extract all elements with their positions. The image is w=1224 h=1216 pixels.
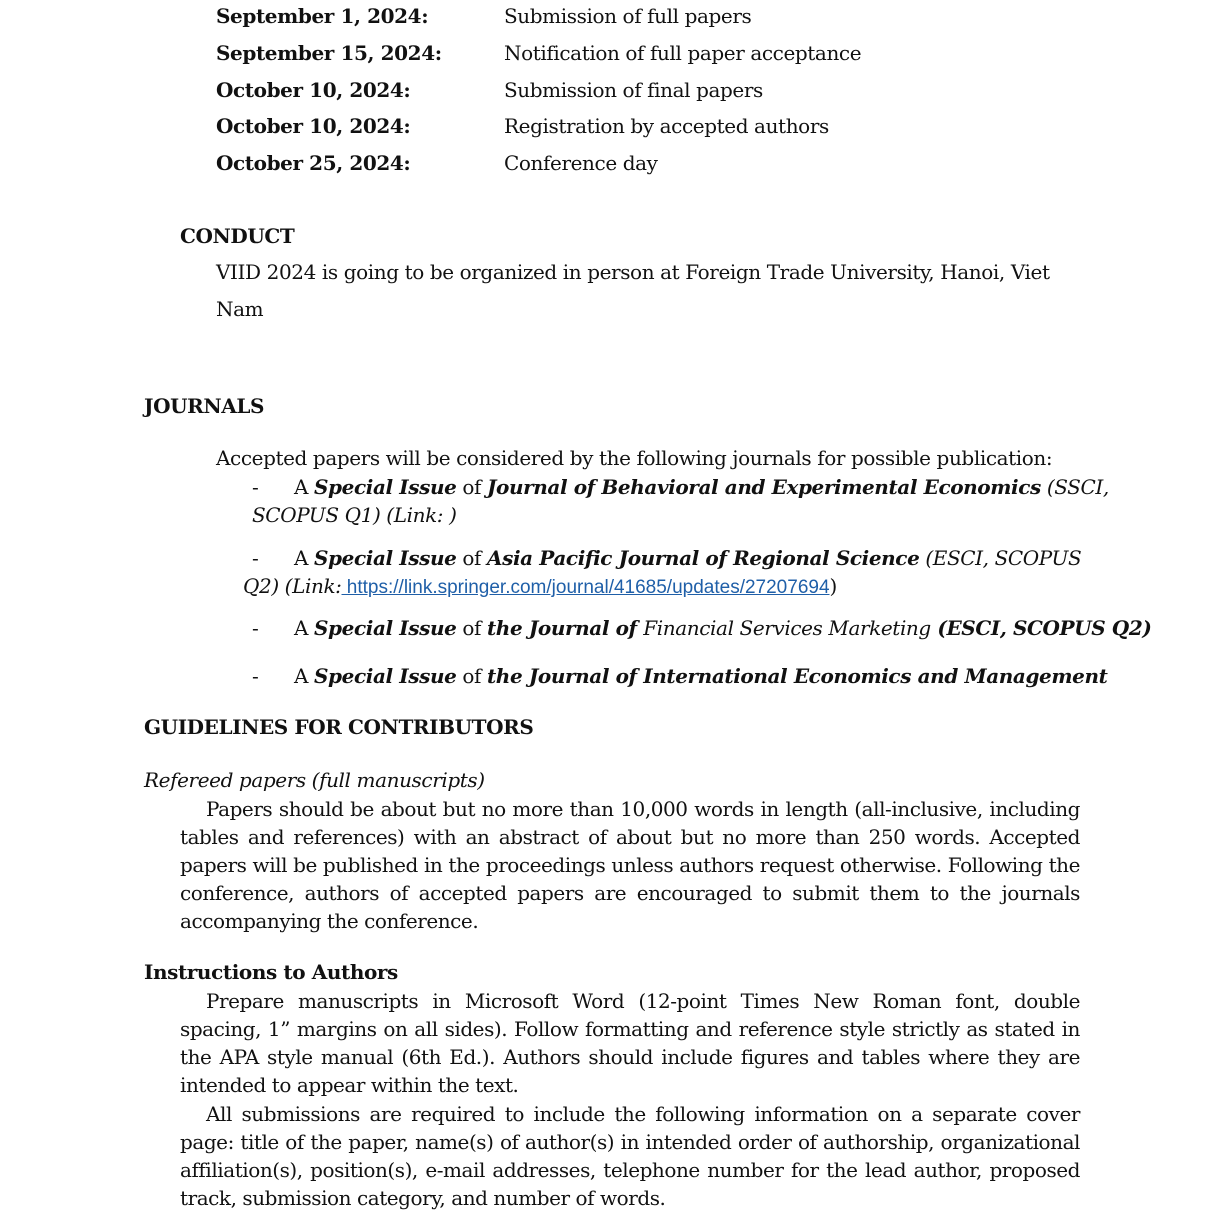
journal-index: (ESCI, SCOPUS [919,546,1082,570]
journal-of: of [456,616,487,640]
instructions-paragraph-1: Prepare manuscripts in Microsoft Word (12-point Times New Roman font, double spacing, 1” margins on all sides). Follow formatting and reference style strictly as stated in the APA style manual (6th Ed.). Authors should include figures and tables where they are intended to appear within the text. [180,989,1080,1097]
journal-name: the Journal of [486,616,644,640]
journal-index-cont: Q2) (Link: [243,574,342,598]
journal-prefix: A [294,475,315,499]
bullet-dash: - [252,475,259,499]
journal-index: (ESCI, SCOPUS Q2) [930,616,1152,640]
bullet-dash: - [252,664,259,688]
schedule-event: Conference day [504,151,658,175]
refereed-papers-text: Papers should be about but no more than 10,000 words in length (all-inclusive, including tables and references) with an abstract of about but no more than 250 words. Accepted papers will be published in the proceedings unless authors request otherwise. Following the conference, authors of accepted papers are encouraged to submit them to the journals accompanying the conference. [180,797,1080,933]
journals-heading: JOURNALS [144,394,265,418]
schedule-date: September 15, 2024: [216,41,442,65]
journal-name: Asia Pacific Journal of Regional Science [486,546,920,570]
schedule-event: Submission of final papers [504,78,763,102]
schedule-event: Notification of full paper acceptance [504,41,862,65]
schedule-event: Registration by accepted authors [504,114,829,138]
journal-name: Journal of Behavioral and Experimental Economics [486,475,1041,499]
journal-of: of [456,664,487,688]
special-issue-label: Special Issue [314,664,457,688]
journal-name: the Journal of International Economics and Management [486,664,1108,688]
bullet-dash: - [252,546,259,570]
journal-prefix: A [294,616,315,640]
conduct-heading: CONDUCT [180,224,295,248]
instructions-heading: Instructions to Authors [144,960,398,984]
special-issue-label: Special Issue [314,616,457,640]
journal-index-cont: SCOPUS Q1) (Link: ) [252,503,457,527]
journal-name-rest: Financial Services Marketing [643,616,931,640]
special-issue-label: Special Issue [314,475,457,499]
special-issue-label: Special Issue [314,546,457,570]
journal-of: of [456,546,487,570]
journal-of: of [456,475,487,499]
schedule-date: September 1, 2024: [216,4,429,28]
journals-intro: Accepted papers will be considered by the following journals for possible publication: [216,446,1053,470]
conduct-text-line2: Nam [216,297,264,321]
schedule-date: October 10, 2024: [216,78,411,102]
journal-index: (SSCI, [1040,475,1109,499]
journal-prefix: A [294,546,315,570]
conduct-text-line1: VIID 2024 is going to be organized in person at Foreign Trade University, Hanoi, Viet [216,260,1050,284]
refereed-papers-title: Refereed papers (full manuscripts) [144,768,485,792]
guidelines-heading: GUIDELINES FOR CONTRIBUTORS [144,715,534,739]
schedule-date: October 10, 2024: [216,114,411,138]
link-close-paren: ) [829,574,837,598]
bullet-dash: - [252,616,259,640]
journal-link[interactable]: https://link.springer.com/journal/41685/updates/27207694 [341,577,830,598]
schedule-date: October 25, 2024: [216,151,411,175]
instructions-paragraph-2: All submissions are required to include the following information on a separate cover page: title of the paper, name(s) of author(s) in intended order of authorship, organizational affiliation(s), position(s), e-mail addresses, telephone number for the lead author, proposed track, submission category, and number of words. [180,1102,1080,1210]
schedule-event: Submission of full papers [504,4,752,28]
journal-prefix: A [294,664,315,688]
